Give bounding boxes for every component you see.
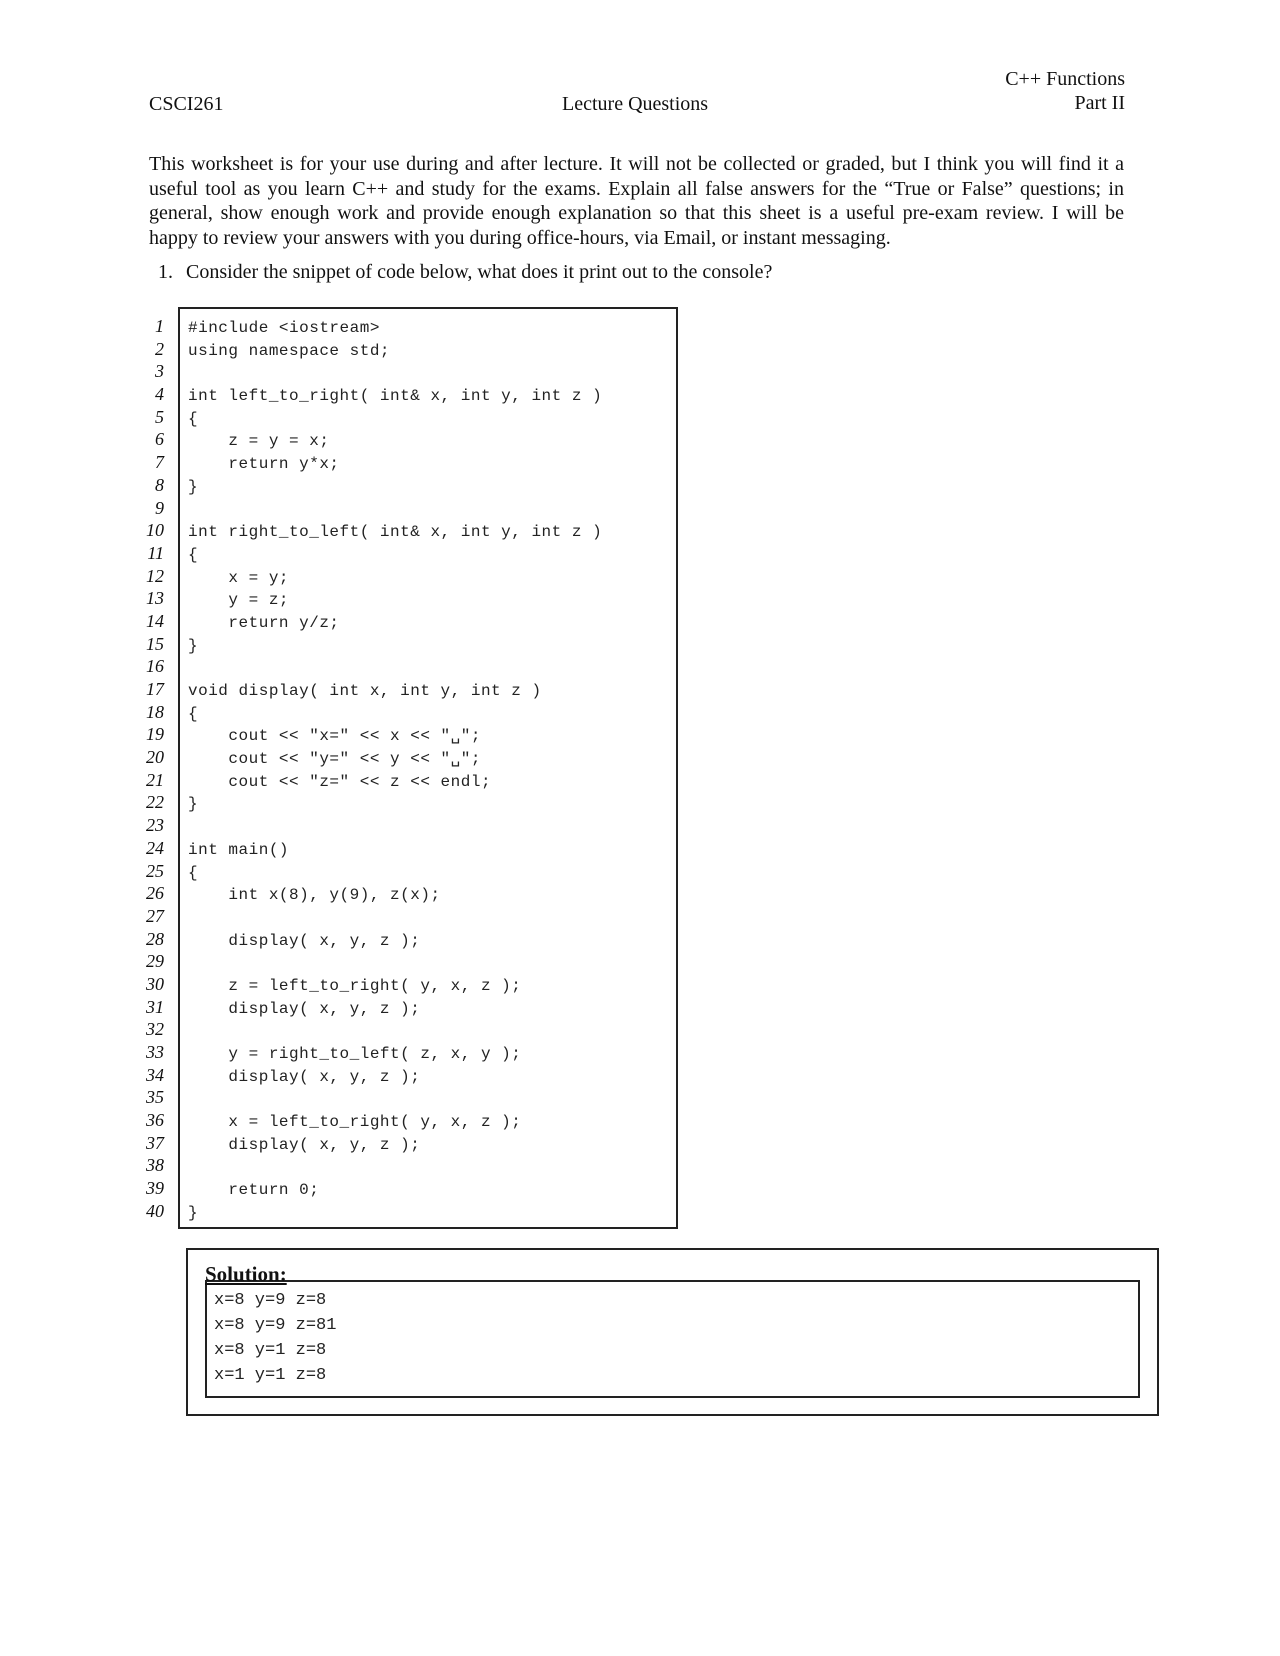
code-line-number: 28	[146, 928, 164, 949]
code-line: {	[188, 863, 199, 882]
code-line-numbers	[120, 315, 164, 1223]
code-line	[188, 657, 676, 680]
code-line: display( x, y, z );	[188, 1135, 421, 1154]
code-line: {	[188, 704, 199, 723]
question-number: 1.	[158, 261, 173, 283]
code-line: using namespace std;	[188, 341, 391, 360]
code-line	[188, 362, 676, 385]
code-line-number: 36	[146, 1110, 164, 1131]
code-line: {	[188, 409, 199, 428]
code-line-number: 8	[155, 474, 164, 495]
code-line: display( x, y, z );	[188, 1067, 421, 1086]
code-line: int x(8), y(9), z(x);	[188, 886, 441, 905]
code-line: cout << "z=" << z << endl;	[188, 772, 492, 791]
code-line-number: 20	[146, 747, 164, 768]
code-line: x = left_to_right( y, x, z );	[188, 1113, 522, 1132]
code-line: cout << "y=" << y << "␣";	[188, 750, 481, 769]
code-line-number: 32	[146, 1019, 164, 1040]
solution-output-line: x=8 y=9 z=8	[214, 1291, 327, 1310]
code-line	[188, 952, 676, 975]
question-1	[158, 260, 772, 284]
header-topic-line1: C++ Functions	[1005, 68, 1125, 90]
header-title: Lecture Questions	[562, 93, 709, 115]
code-line	[188, 1088, 676, 1111]
code-line: }	[188, 1203, 199, 1222]
code-line: }	[188, 636, 199, 655]
code-line: y = z;	[188, 591, 290, 610]
code-line	[188, 816, 676, 839]
code-line	[188, 907, 676, 930]
code-line: cout << "x=" << x << "␣";	[188, 727, 481, 746]
code-line: y = right_to_left( z, x, y );	[188, 1045, 522, 1063]
code-line-number: 4	[155, 384, 164, 405]
code-line-number: 12	[146, 565, 164, 586]
code-line: return y*x;	[188, 455, 340, 474]
code-line-number: 2	[155, 338, 164, 359]
solution-title: Solution:	[205, 1262, 287, 1286]
code-line-number: 40	[146, 1200, 164, 1221]
code-line-number: 14	[146, 610, 164, 631]
code-line-number: 31	[146, 996, 164, 1017]
code-line-number: 1	[155, 316, 164, 336]
code-line: }	[188, 795, 199, 814]
solution-output-line: x=8 y=1 z=8	[214, 1341, 327, 1360]
code-line: int left_to_right( int& x, int y, int z )	[188, 387, 603, 406]
code-line: return y/z;	[188, 613, 340, 632]
code-line-number: 37	[146, 1132, 164, 1153]
question-text: Consider the snippet of code below, what does it print out to the console?	[186, 261, 773, 283]
code-line	[188, 1156, 676, 1179]
code-line-number: 35	[146, 1087, 164, 1108]
code-line-number: 23	[146, 815, 164, 836]
code-line: int right_to_left( int& x, int y, int z )	[188, 523, 603, 542]
code-line: int main()	[188, 840, 290, 859]
header-topic-line2: Part II	[1074, 92, 1125, 114]
code-line-number: 18	[146, 701, 164, 722]
code-line	[188, 1020, 676, 1043]
code-line-number: 22	[146, 792, 164, 813]
code-line: z = y = x;	[188, 432, 330, 451]
code-line-number: 39	[146, 1178, 164, 1199]
code-line-number: 11	[147, 542, 164, 563]
code-line-number: 38	[146, 1155, 164, 1176]
code-line-number: 3	[155, 361, 164, 382]
code-line: display( x, y, z );	[188, 931, 421, 950]
code-line-number: 25	[146, 860, 164, 881]
header-topic	[1005, 67, 1125, 115]
code-line-number: 7	[155, 452, 164, 473]
solution-output-line: x=8 y=9 z=81	[214, 1316, 337, 1335]
code-line-number: 21	[146, 769, 164, 790]
code-line-number: 30	[146, 973, 164, 994]
code-line-number: 15	[146, 633, 164, 654]
code-line-number: 13	[146, 588, 164, 609]
code-line-number: 33	[146, 1042, 164, 1062]
code-line-number: 10	[146, 520, 164, 541]
intro-paragraph: This worksheet is for your use during and after lecture. It will not be collected or graded, but I think you will find it a useful tool as you learn C++ and study for the exams. Explain all false answers for the “True or False” questions; in general, show enough work and provide enough explanation so that this sheet is a useful pre-exam review. I will be happy to review your answers with you during office-hours, via Email, or instant messaging.	[149, 153, 1124, 249]
code-line-number: 17	[146, 679, 164, 699]
header-course: CSCI261	[149, 93, 224, 115]
solution-output-line: x=1 y=1 z=8	[214, 1366, 327, 1385]
code-line: }	[188, 477, 199, 496]
code-line-number: 26	[146, 883, 164, 904]
code-listing	[178, 307, 678, 1229]
code-line-number: 9	[155, 497, 164, 518]
code-line-number: 34	[146, 1064, 164, 1085]
code-line-number: 27	[146, 905, 164, 926]
code-line: display( x, y, z );	[188, 999, 421, 1018]
code-line-number: 19	[146, 724, 164, 745]
code-line: z = left_to_right( y, x, z );	[188, 976, 522, 995]
code-line: void display( int x, int y, int z )	[188, 682, 542, 700]
code-line	[188, 499, 676, 522]
code-line: return 0;	[188, 1181, 320, 1200]
code-line-number: 5	[155, 406, 164, 427]
code-line: {	[188, 545, 199, 564]
code-line: #include <iostream>	[188, 319, 380, 337]
code-line: x = y;	[188, 568, 290, 587]
solution-output	[205, 1280, 1140, 1398]
code-line-number: 29	[146, 951, 164, 972]
code-line-number: 6	[155, 429, 164, 450]
code-line-number: 16	[146, 656, 164, 677]
code-line-number: 24	[146, 837, 164, 858]
